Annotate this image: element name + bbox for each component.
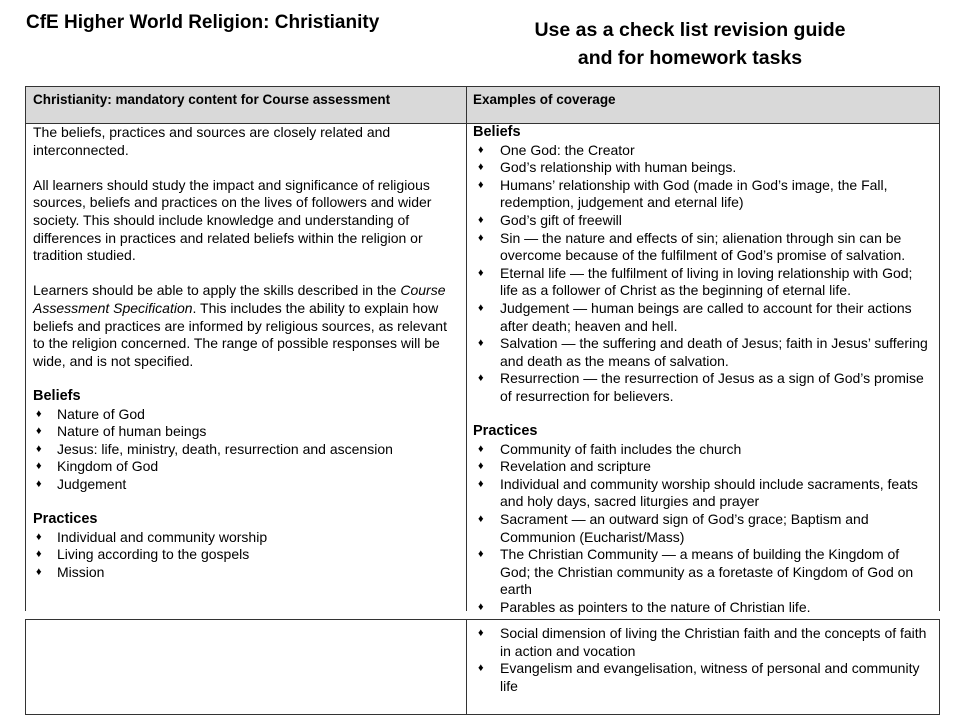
list-item: ♦ Individual and community worship: [33, 529, 458, 547]
list-item: ♦ Humans’ relationship with God (made in God’s image, the Fall, redemption, judgement and eternal life): [473, 177, 933, 212]
list-item: ♦ The Christian Community — a means of building the Kingdom of God; the Christian community as a foretaste of Kingdom of God on earth: [473, 546, 933, 599]
list-item: ♦ Nature of human beings: [33, 423, 458, 441]
revision-note-line-1: Use as a check list revision guide: [534, 19, 846, 41]
practices-examples-list: [473, 441, 933, 617]
examples-cell-continued: [473, 625, 933, 695]
beliefs-heading: Beliefs: [33, 387, 81, 404]
list-item: ♦ Eternal life — the fulfilment of living in loving relationship with God; life as a follower of Christ as the beginning of eternal life.: [473, 265, 933, 300]
column-divider: [466, 620, 467, 714]
practices-heading: Practices: [33, 511, 98, 528]
list-item: ♦ Nature of God: [33, 406, 458, 424]
beliefs-examples-list: [473, 142, 933, 406]
content-table-continued: [25, 619, 940, 715]
list-item: ♦ Kingdom of God: [33, 458, 458, 476]
page-title: CfE Higher World Religion: Christianity: [26, 12, 380, 33]
practices-heading: Practices: [473, 423, 538, 440]
study-paragraph: All learners should study the impact and significance of religious sources, beliefs and practices on the lives of followers and wider society. This should include knowledge and understanding of differences in practices and related beliefs within the religion or tradition studied.: [33, 176, 432, 264]
list-item: ♦ Jesus: life, ministry, death, resurrection and ascension: [33, 441, 458, 459]
list-item: ♦ Mission: [33, 564, 458, 582]
list-item: ♦ Sacrament — an outward sign of God’s grace; Baptism and Communion (Eucharist/Mass): [473, 511, 933, 546]
list-item: ♦ Evangelism and evangelisation, witness of personal and community life: [473, 660, 933, 695]
examples-cell: [473, 124, 933, 617]
list-item: ♦ Living according to the gospels: [33, 546, 458, 564]
list-item: ♦ Parables as pointers to the nature of Christian life.: [473, 599, 933, 617]
revision-note: [480, 16, 900, 72]
mandatory-content-cell: [33, 124, 458, 581]
continued-examples-list: [473, 625, 933, 695]
mandatory-content-header: Christianity: mandatory content for Course assessment: [33, 92, 391, 107]
list-item: ♦ Individual and community worship should include sacraments, feats and holy days, sacred liturgies and prayer: [473, 476, 933, 511]
list-item: ♦ Revelation and scripture: [473, 458, 933, 476]
course-spec-reference: Course Assessment Specification: [33, 282, 446, 316]
list-item: ♦ God’s gift of freewill: [473, 212, 933, 230]
intro-paragraph: The beliefs, practices and sources are closely related and interconnected.: [33, 124, 391, 158]
practices-list: [33, 529, 458, 582]
list-item: ♦ Judgement: [33, 476, 458, 494]
table-header-row: [26, 87, 939, 124]
beliefs-list: [33, 406, 458, 494]
column-divider: [466, 87, 467, 611]
list-item: ♦ Community of faith includes the church: [473, 441, 933, 459]
list-item: ♦ Resurrection — the resurrection of Jesus as a sign of God’s promise of resurrection for believers.: [473, 370, 933, 405]
content-table: [25, 86, 940, 616]
list-item: ♦ Social dimension of living the Christian faith and the concepts of faith in action and vocation: [473, 625, 933, 660]
list-item: ♦ One God: the Creator: [473, 142, 933, 160]
list-item: ♦ God’s relationship with human beings.: [473, 159, 933, 177]
list-item: ♦ Judgement — human beings are called to account for their actions after death; heaven and hell.: [473, 300, 933, 335]
list-item: ♦ Salvation — the suffering and death of Jesus; faith in Jesus’ suffering and death as the means of salvation.: [473, 335, 933, 370]
skills-paragraph: Learners should be able to apply the skills described in the Course Assessment Specification. This includes the ability to explain how beliefs and practices are informed by religious sources, as relevant to the religion concerned. The range of possible responses will be wide, and is not specified.: [33, 282, 447, 369]
examples-header: Examples of coverage: [473, 92, 616, 107]
list-item: ♦ Sin — the nature and effects of sin; alienation through sin can be overcome because of the fulfilment of God’s promise of salvation.: [473, 230, 933, 265]
beliefs-heading: Beliefs: [473, 124, 521, 140]
revision-note-line-2: and for homework tasks: [577, 47, 803, 69]
